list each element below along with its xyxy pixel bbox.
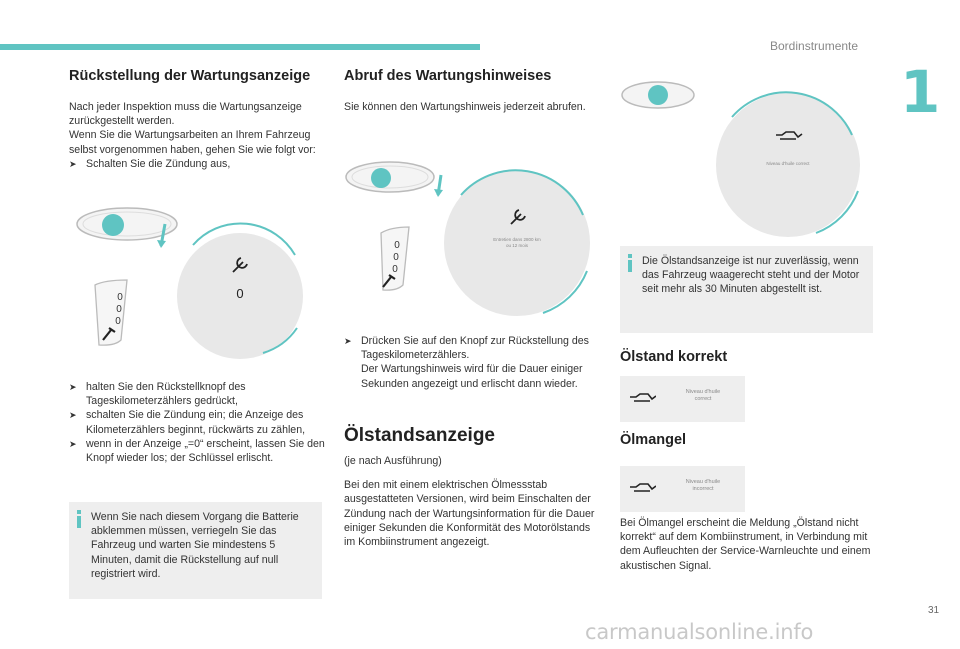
odometer-panel	[95, 280, 127, 345]
svg-text:ou 12 mois: ou 12 mois	[505, 243, 529, 248]
oil-low-title: Ölmangel	[620, 432, 687, 448]
column-2	[344, 68, 600, 114]
svg-text:0: 0	[115, 316, 121, 327]
reset-figure	[75, 200, 330, 360]
oil-ok-section	[620, 349, 727, 365]
info-icon	[628, 254, 632, 272]
oil-can-icon	[630, 391, 656, 405]
recall-intro: Sie können den Wartungshinweis jederzeit abrufen.	[344, 101, 586, 113]
section-title-reset: Rückstellung der Wartungsanzeige	[69, 68, 311, 84]
chapter-number: 1	[900, 58, 941, 126]
list-item: ➤ schalten Sie die Zündung ein; die Anzeige des Kilometerzählers beginnt, rückwärts zu zählen,	[69, 409, 306, 436]
svg-text:0: 0	[117, 292, 123, 303]
reset-steps	[69, 380, 325, 465]
oil-low-section	[620, 432, 686, 448]
arrow-bullet-icon: ➤	[69, 158, 77, 169]
info-battery-text: Wenn Sie nach diesem Vorgang die Batterie abklemmen müssen, verriegeln Sie das Fahrzeug und warten Sie mindestens 5 Minuten, damit die Rückstellung auf null registriert wird.	[91, 511, 299, 580]
oil-low-description	[620, 516, 876, 573]
oil-ok-display	[620, 376, 745, 422]
oil-text: Bei den mit einem elektrischen Ölmessstab ausgestatteten Versionen, wird beim Einschalten der Zündung nach der Wartungsinformation für die Dauer einiger Sekunden die Konformität des Motorölstands im Kombiinstrument angezeigt.	[344, 479, 595, 549]
header-accent-bar	[0, 44, 480, 50]
display-value: 0	[236, 286, 244, 301]
info-oil-text: Die Ölstandsanzeige ist nur zuverlässig, wenn das Fahrzeug waagerecht steht und der Motor seit mehr als 30 Minuten abgestellt ist.	[642, 255, 860, 296]
arrow-bullet-icon: ➤	[69, 438, 77, 449]
arrow-bullet-icon: ➤	[69, 382, 77, 392]
column-1	[69, 68, 325, 171]
section-title-recall: Abruf des Wartungshinweises	[344, 68, 552, 84]
reset-button	[102, 214, 124, 236]
press-arrow-icon	[434, 189, 443, 197]
oil-title: Ölstandsanzeige	[344, 425, 495, 446]
svg-text:0: 0	[394, 240, 400, 251]
reset-button	[371, 168, 391, 188]
page-number: 31	[928, 605, 940, 616]
oil-low-paragraph: Bei Ölmangel erscheint die Meldung „Ölstand nicht korrekt“ auf dem Kombiinstrument, in Verbindung mit dem Aufleuchten der Service-Warnleuchte und einem akustischen Signal.	[620, 517, 871, 572]
svg-text:0: 0	[392, 264, 398, 275]
recall-figure	[345, 155, 600, 320]
oil-low-display	[620, 466, 745, 512]
list-item: ➤ wenn in der Anzeige „=0“ erscheint, lassen Sie den Knopf wieder los; der Schlüssel erlischt.	[69, 437, 325, 465]
svg-text:0: 0	[116, 304, 122, 315]
press-arrow-icon	[157, 240, 166, 248]
oil-subtitle: (je nach Ausführung)	[344, 455, 442, 467]
list-item: ➤ Schalten Sie die Zündung aus,	[69, 157, 231, 170]
list-item: ➤ halten Sie den Rückstellknopf des Tageskilometerzählers gedrückt,	[69, 381, 246, 408]
watermark: carmanualsonline.info	[585, 620, 814, 644]
oil-ok-title: Ölstand korrekt	[620, 349, 728, 365]
reset-intro: Nach jeder Inspektion muss die Wartungsanzeige zurückgestellt werden. Wenn Sie die Wartungsarbeiten an Ihrem Fahrzeug selbst vorgenommen haben, gehen Sie wie folgt vor:	[69, 101, 316, 156]
display-text-line: Entretien dans 2800 km	[493, 237, 541, 242]
section-label: Bordinstrumente	[770, 39, 859, 53]
info-icon	[77, 510, 81, 528]
display-text: Niveau d'huile correct	[766, 161, 810, 166]
list-item: ➤ Drücken Sie auf den Knopf zur Rückstellung des Tageskilometerzählers. Der Wartungshinweis wird für die Dauer einiger Sekunden angezeigt und erlischt dann wieder.	[344, 335, 589, 390]
arrow-bullet-icon: ➤	[344, 336, 352, 346]
recall-step	[344, 334, 600, 391]
reset-first-step	[69, 157, 325, 171]
arrow-bullet-icon: ➤	[69, 410, 77, 421]
svg-text:0: 0	[393, 252, 399, 263]
oil-ok-text: Niveau d'huile correct	[685, 389, 721, 402]
oil-can-icon	[630, 481, 656, 495]
info-box-oil	[620, 246, 873, 333]
oil-section	[344, 425, 600, 549]
info-box-battery	[69, 502, 322, 599]
oil-low-text: Niveau d'huile incorrect	[685, 479, 721, 492]
oil-figure	[620, 75, 875, 240]
